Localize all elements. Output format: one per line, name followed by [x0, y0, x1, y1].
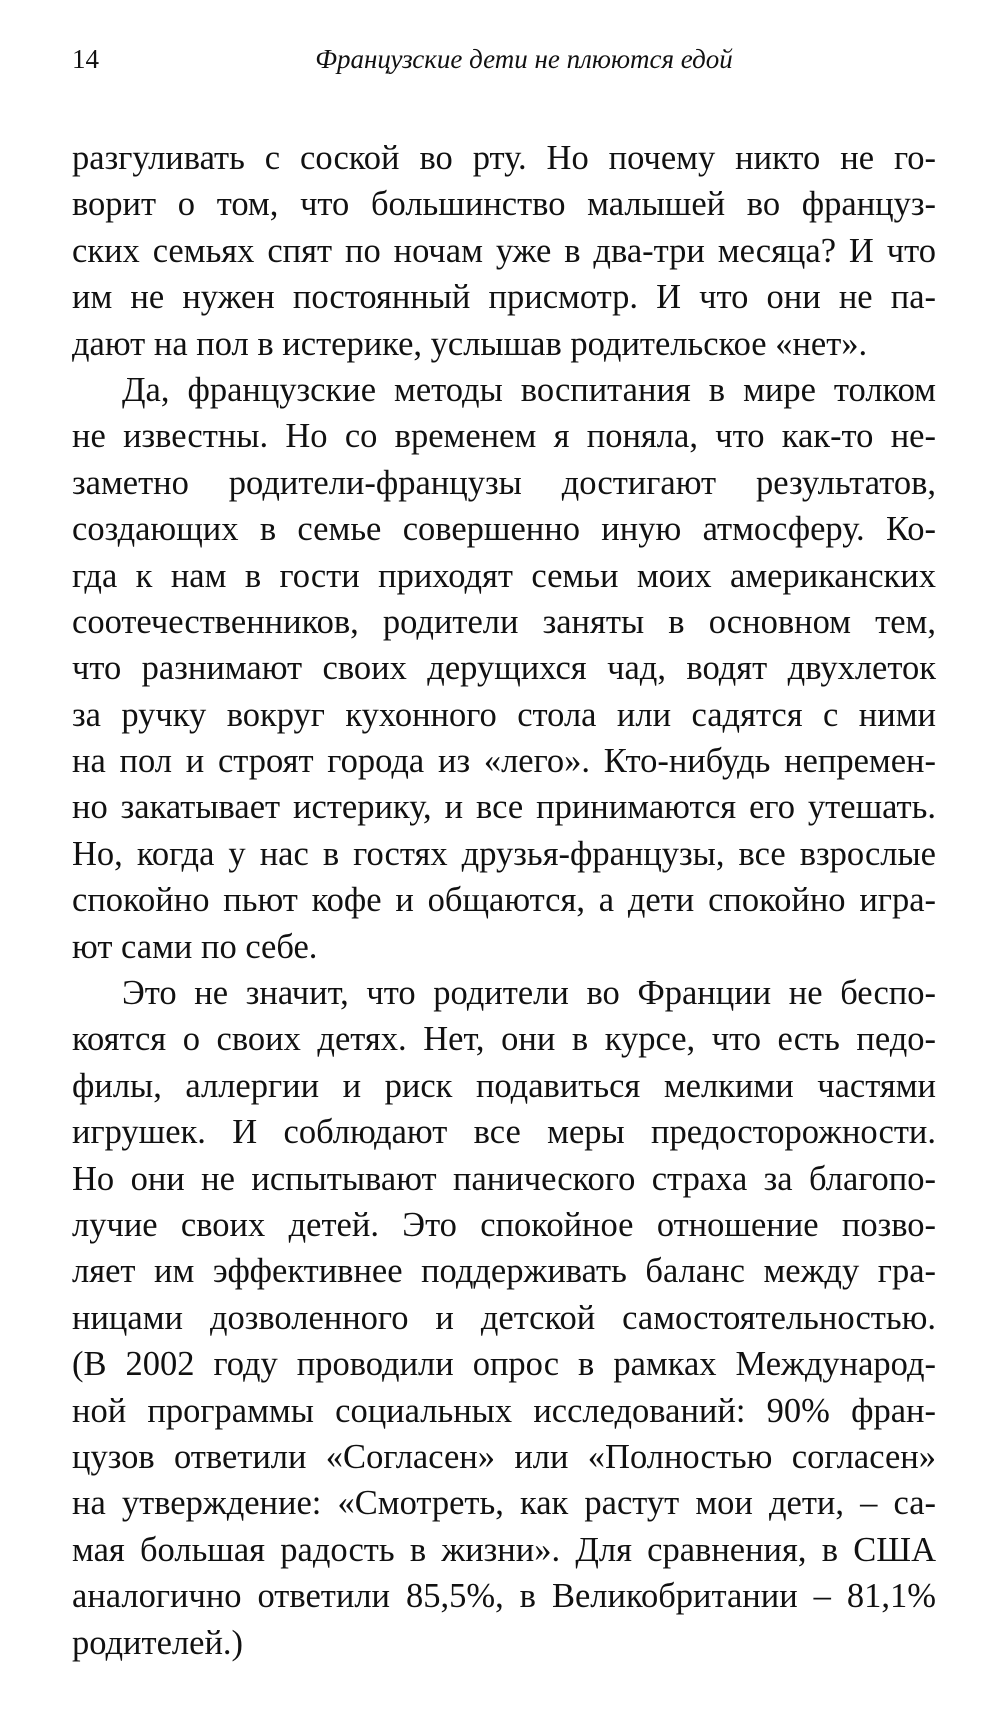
paragraph-3-line-7: ляет им эффективнее поддерживать баланс между гра- [72, 1252, 936, 1291]
page-number: 14 [72, 44, 99, 74]
paragraph-3-line-8: ницами дозволенного и детской самостоятельностью. [72, 1298, 936, 1337]
paragraph-2-line-3: заметно родители-французы достигают результатов, [72, 463, 936, 502]
paragraph-1-line-5: дают на пол в истерике, услышав родительское «нет». [72, 324, 868, 363]
paragraph-3-line-4: игрушек. И соблюдают все меры предосторожности. [72, 1113, 936, 1152]
body-text [72, 135, 936, 1666]
paragraph-3-line-1: Это не значит, что родители во Франции не беспо- [122, 974, 936, 1013]
paragraph-3-line-6: лучие своих детей. Это спокойное отношение позво- [72, 1205, 936, 1244]
paragraph-3-line-14: аналогично ответили 85,5%, в Великобритании – 81,1% [72, 1577, 936, 1616]
paragraph-1-line-3: ских семьях спят по ночам уже в два-три месяца? И что [72, 231, 936, 270]
paragraph-3-line-5: Но они не испытывают панического страха за благопо- [72, 1159, 936, 1198]
paragraph-3-line-15: родителей.) [72, 1623, 244, 1662]
paragraph-3-line-12: на утверждение: «Смотреть, как растут мои дети, – са- [72, 1484, 936, 1523]
paragraph-3-line-2: коятся о своих детях. Нет, они в курсе, что есть педо- [72, 1020, 936, 1059]
paragraph-2-line-13: ют сами по себе. [72, 927, 318, 966]
paragraph-3-line-11: цузов ответили «Согласен» или «Полностью согласен» [72, 1437, 936, 1476]
page-header [72, 44, 936, 84]
paragraph-2-line-1: Да, французские методы воспитания в мире толком [122, 370, 936, 409]
paragraph-3-line-3: филы, аллергии и риск подавиться мелкими частями [72, 1066, 936, 1105]
paragraph-2-line-10: но закатывает истерику, и все принимаются его утешать. [72, 788, 936, 827]
paragraph-3-line-10: ной программы социальных исследований: 90% фран- [72, 1391, 936, 1430]
paragraph-2-line-8: за ручку вокруг кухонного стола или садятся с ними [72, 695, 936, 734]
paragraph-2-line-2: не известны. Но со временем я поняла, что как-то не- [72, 417, 936, 456]
paragraph-2-line-12: спокойно пьют кофе и общаются, а дети спокойно игра- [72, 881, 936, 920]
paragraph-1-line-1: разгуливать с соской во рту. Но почему никто не го- [72, 139, 936, 177]
paragraph-2-line-4: создающих в семье совершенно иную атмосферу. Ко- [72, 510, 936, 549]
paragraph-2-line-7: что разнимают своих дерущихся чад, водят двухлеток [72, 649, 936, 688]
paragraph-2-line-5: гда к нам в гости приходят семьи моих американских [72, 556, 936, 595]
paragraph-2-line-11: Но, когда у нас в гостях друзья-французы, все взрослые [72, 834, 936, 873]
paragraph-3-line-9: (В 2002 году проводили опрос в рамках Международ- [72, 1345, 936, 1384]
paragraph-1-line-4: им не нужен постоянный присмотр. И что они не па- [72, 278, 936, 317]
paragraph-3-line-13: мая большая радость в жизни». Для сравнения, в США [72, 1530, 936, 1569]
paragraph-2-line-6: соотечественников, родители заняты в основном тем, [72, 602, 936, 641]
running-title: Французские дети не плюются едой [315, 44, 733, 74]
paragraph-1-line-2: ворит о том, что большинство малышей во француз- [72, 185, 936, 224]
paragraph-2-line-9: на пол и строят города из «лего». Кто-нибудь непремен- [72, 742, 936, 781]
